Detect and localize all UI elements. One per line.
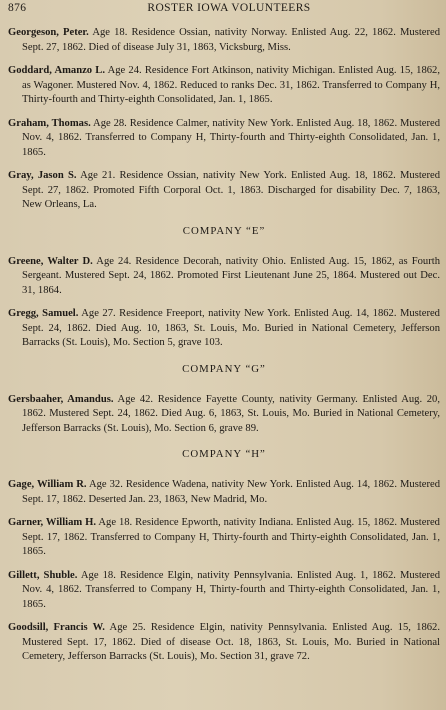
soldier-record: Age 27. Residence Freeport, nativity New York. Enlisted Aug. 14, 1862. Mustered Sept. 24, 1862. Died Aug. 10, 1863, St. Louis, Mo. Buried in National Cemetery, Jefferson Barracks (St. Louis), Mo. Section 5, grave 103. [22,308,440,348]
soldier-name: Greene, Walter D. [8,255,93,267]
roster-entry [8,169,440,213]
soldier-name: Gage, William R. [8,479,87,490]
soldier-name: Gersbaaher, Amandus. [8,393,114,405]
soldier-record: Age 18. Residence Epworth, nativity Indiana. Enlisted Aug. 15, 1862. Mustered Sept. 17, 1862. Transferred to Company H, Thirty-fourth and Thirty-eighth Consolidated, Jan. 1, 1865. [22,517,440,557]
soldier-record: Age 18. Residence Ossian, nativity Norway. Enlisted Aug. 22, 1862. Mustered Sept. 27, 1862. Died of disease July 31, 1863, Vicksburg, Miss. [22,27,440,53]
soldier-name: Georgeson, Peter. [8,27,89,38]
soldier-name: Gray, Jason S. [8,170,77,181]
company-heading: COMPANY “H” [182,448,266,460]
soldier-name: Goddard, Amanzo L. [8,65,105,76]
running-title: ROSTER IOWA VOLUNTEERS [147,2,311,14]
roster-entry [8,26,440,55]
roster-entry [8,307,440,351]
roster-entry [8,516,440,560]
roster-entry [8,64,440,108]
company-heading: COMPANY “G” [182,362,266,375]
soldier-record: Age 28. Residence Calmer, nativity New York. Enlisted Aug. 18, 1862. Mustered Nov. 4, 1862. Transferred to Company H, Thirty-fourth and Thirty-eighth Consolidated, Jan. 1, 1865. [22,117,440,158]
page-number: 876 [8,2,27,14]
roster-entry [8,117,440,161]
soldier-name: Graham, Thomas. [8,117,91,129]
roster-section [8,26,440,213]
soldier-record: Age 42. Residence Fayette County, nativity Germany. Enlisted Aug. 20, 1862. Mustered Sept. 24, 1862. Died Aug. 6, 1863, St. Louis, Mo. Buried in National Cemetery, Jefferson Barracks (St. Louis), Mo. Section 6, grave 89. [22,393,440,434]
roster-entry [8,621,440,665]
soldier-record: Age 25. Residence Elgin, nativity Pennsylvania. Enlisted Aug. 15, 1862. Mustered Sept. 17, 1862. Died of disease Oct. 18, 1863, St. Louis, Mo. Buried in National Cemetery, Jefferson Barracks (St. Louis), Mo. Section 31, grave 72. [22,622,440,662]
soldier-name: Garner, William H. [8,517,97,528]
page-header [8,2,440,26]
soldier-name: Gregg, Samuel. [8,308,79,319]
soldier-record: Age 18. Residence Elgin, nativity Pennsylvania. Enlisted Aug. 1, 1862. Mustered Nov. 4, 1862. Transferred to Company H, Thirty-fourth and Thirty-eighth Consolidated, Jan. 1, 1865. [22,569,440,610]
soldier-name: Gillett, Shuble. [8,569,78,581]
roster-section [8,448,440,665]
roster-entry [8,393,440,437]
company-heading: COMPANY “E” [182,224,266,237]
roster-section [8,225,440,351]
roster-section [8,363,440,437]
roster-entry [8,478,440,507]
soldier-record: Age 21. Residence Ossian, nativity New York. Enlisted Aug. 18, 1862. Mustered Sept. 27, 1862. Promoted Fifth Corporal Oct. 1, 1863. Discharged for disability Dec. 7, 1863, New Orleans, La. [22,170,440,210]
soldier-record: Age 24. Residence Decorah, nativity Ohio. Enlisted Aug. 15, 1862, as Fourth Sergeant. Mustered Sept. 24, 1862. Promoted First Lieutenant June 25, 1864. Mustered out Dec. 31, 1864. [22,255,440,296]
soldier-name: Goodsill, Francis W. [8,622,105,633]
soldier-record: Age 24. Residence Fort Atkinson, nativity Michigan. Enlisted Aug. 15, 1862, as Wagoner. Mustered Nov. 4, 1862. Reduced to ranks Dec. 31, 1862. Transferred to Company H, Thirty-fourth and Thirty-eighth Consolidated, Jan. 1, 1865. [22,65,441,105]
soldier-record: Age 32. Residence Wadena, nativity New York. Enlisted Aug. 14, 1862. Mustered Sept. 17, 1862. Deserted Jan. 23, 1863, New Madrid, Mo. [22,479,440,505]
roster-entry [8,569,440,613]
roster-entry [8,255,440,299]
